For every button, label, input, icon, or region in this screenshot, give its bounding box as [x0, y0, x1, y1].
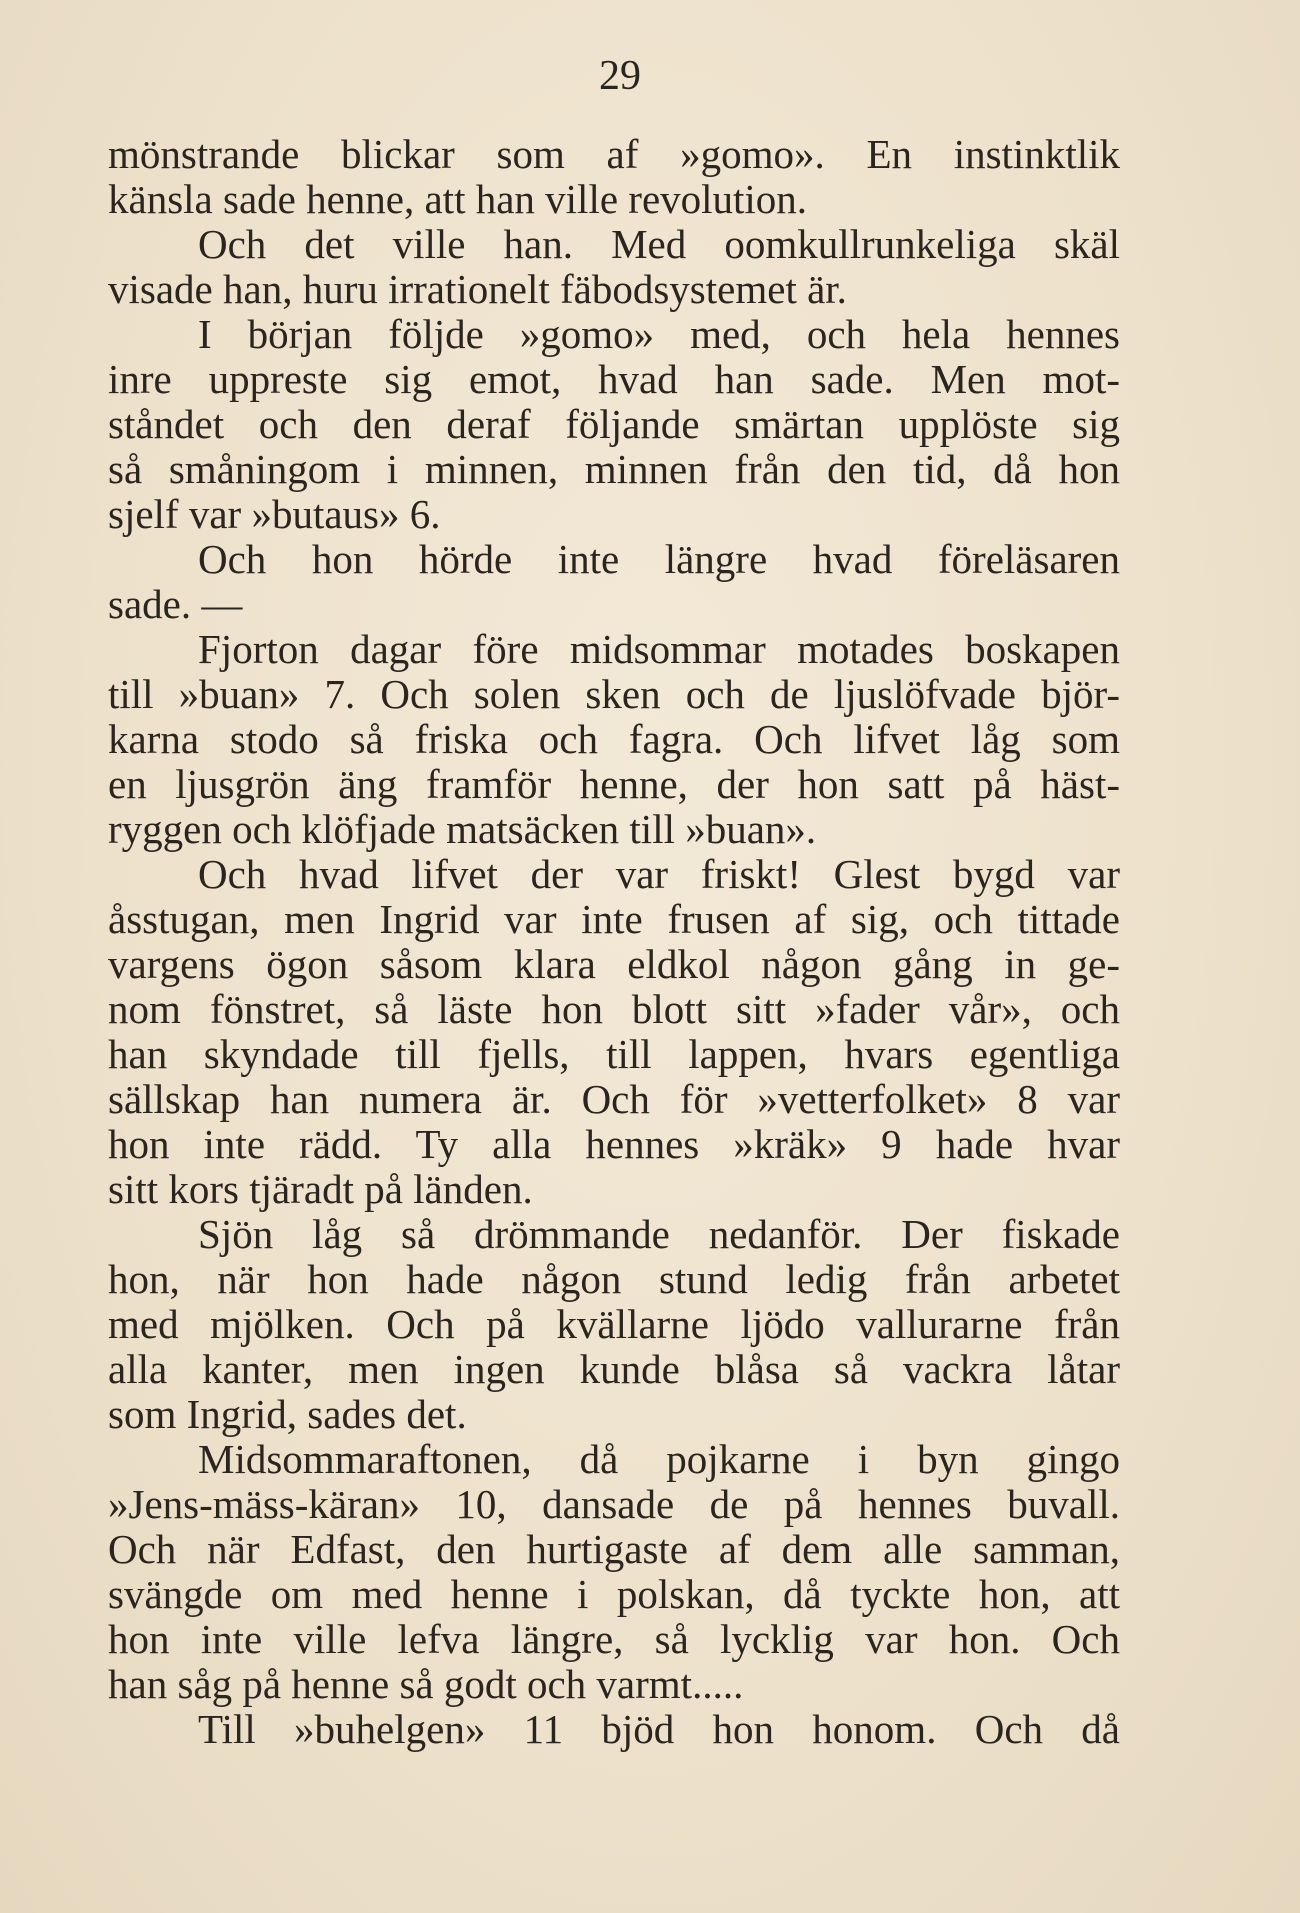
text-line: Och hvad lifvet der var friskt! Glest bygd var [198, 851, 1120, 897]
text-line: Och det ville han. Med oomkullrunkeliga skäl [198, 221, 1120, 267]
body-text [108, 132, 1120, 1752]
text-line: till »buan» 7. Och solen sken och de ljuslöfvade björ- [108, 671, 1120, 717]
text-line: Till »buhelgen» 11 bjöd hon honom. Och då [198, 1706, 1120, 1752]
text-line: Sjön låg så drömmande nedanför. Der fiskade [198, 1211, 1120, 1257]
text-line: Och när Edfast, den hurtigaste af dem alle samman, [108, 1526, 1120, 1572]
text-line: han såg på henne så godt och varmt..... [108, 1661, 744, 1707]
text-line: sitt kors tjäradt på länden. [108, 1166, 533, 1212]
text-line: med mjölken. Och på kvällarne ljödo vallurarne från [108, 1301, 1120, 1347]
text-line: hon inte rädd. Ty alla hennes »kräk» 9 hade hvar [108, 1121, 1120, 1167]
text-line: som Ingrid, sades det. [108, 1391, 467, 1437]
text-line: nom fönstret, så läste hon blott sitt »fader vår», och [108, 986, 1120, 1032]
text-line: en ljusgrön äng framför henne, der hon satt på häst- [108, 761, 1120, 807]
page-number: 29 [599, 53, 641, 99]
text-line: sällskap han numera är. Och för »vetterfolket» 8 var [108, 1076, 1120, 1122]
text-line: vargens ögon såsom klara eldkol någon gång in ge- [108, 941, 1120, 987]
text-line: ståndet och den deraf följande smärtan upplöste sig [108, 401, 1120, 447]
text-line: Och hon hörde inte längre hvad föreläsaren [198, 536, 1120, 582]
text-line: I början följde »gomo» med, och hela hennes [198, 311, 1120, 357]
text-line: Fjorton dagar före midsommar motades boskapen [198, 626, 1120, 672]
text-line: hon, när hon hade någon stund ledig från arbetet [108, 1256, 1120, 1302]
text-line: sade. — [108, 581, 243, 627]
text-line: inre uppreste sig emot, hvad han sade. Men mot- [108, 356, 1120, 402]
text-line: karna stodo så friska och fagra. Och lifvet låg som [108, 716, 1120, 762]
text-line: hon inte ville lefva längre, så lycklig var hon. Och [108, 1616, 1120, 1662]
text-line: visade han, huru irrationelt fäbodsystemet är. [108, 266, 847, 312]
text-line: Midsommaraftonen, då pojkarne i byn gingo [198, 1436, 1120, 1482]
text-line: ryggen och klöfjade matsäcken till »buan». [108, 806, 817, 852]
text-line: »Jens-mäss-käran» 10, dansade de på hennes buvall. [108, 1481, 1120, 1527]
text-line: känsla sade henne, att han ville revolution. [108, 176, 808, 222]
text-line: sjelf var »butaus» 6. [108, 491, 441, 537]
text-line: han skyndade till fjells, till lappen, hvars egentliga [108, 1031, 1120, 1077]
text-line: åsstugan, men Ingrid var inte frusen af sig, och tittade [108, 896, 1120, 942]
text-line: mönstrande blickar som af »gomo». En instinktlik [108, 131, 1120, 177]
text-line: svängde om med henne i polskan, då tyckte hon, att [108, 1571, 1120, 1617]
text-line: så småningom i minnen, minnen från den tid, då hon [108, 446, 1120, 492]
text-line: alla kanter, men ingen kunde blåsa så vackra låtar [108, 1346, 1120, 1392]
